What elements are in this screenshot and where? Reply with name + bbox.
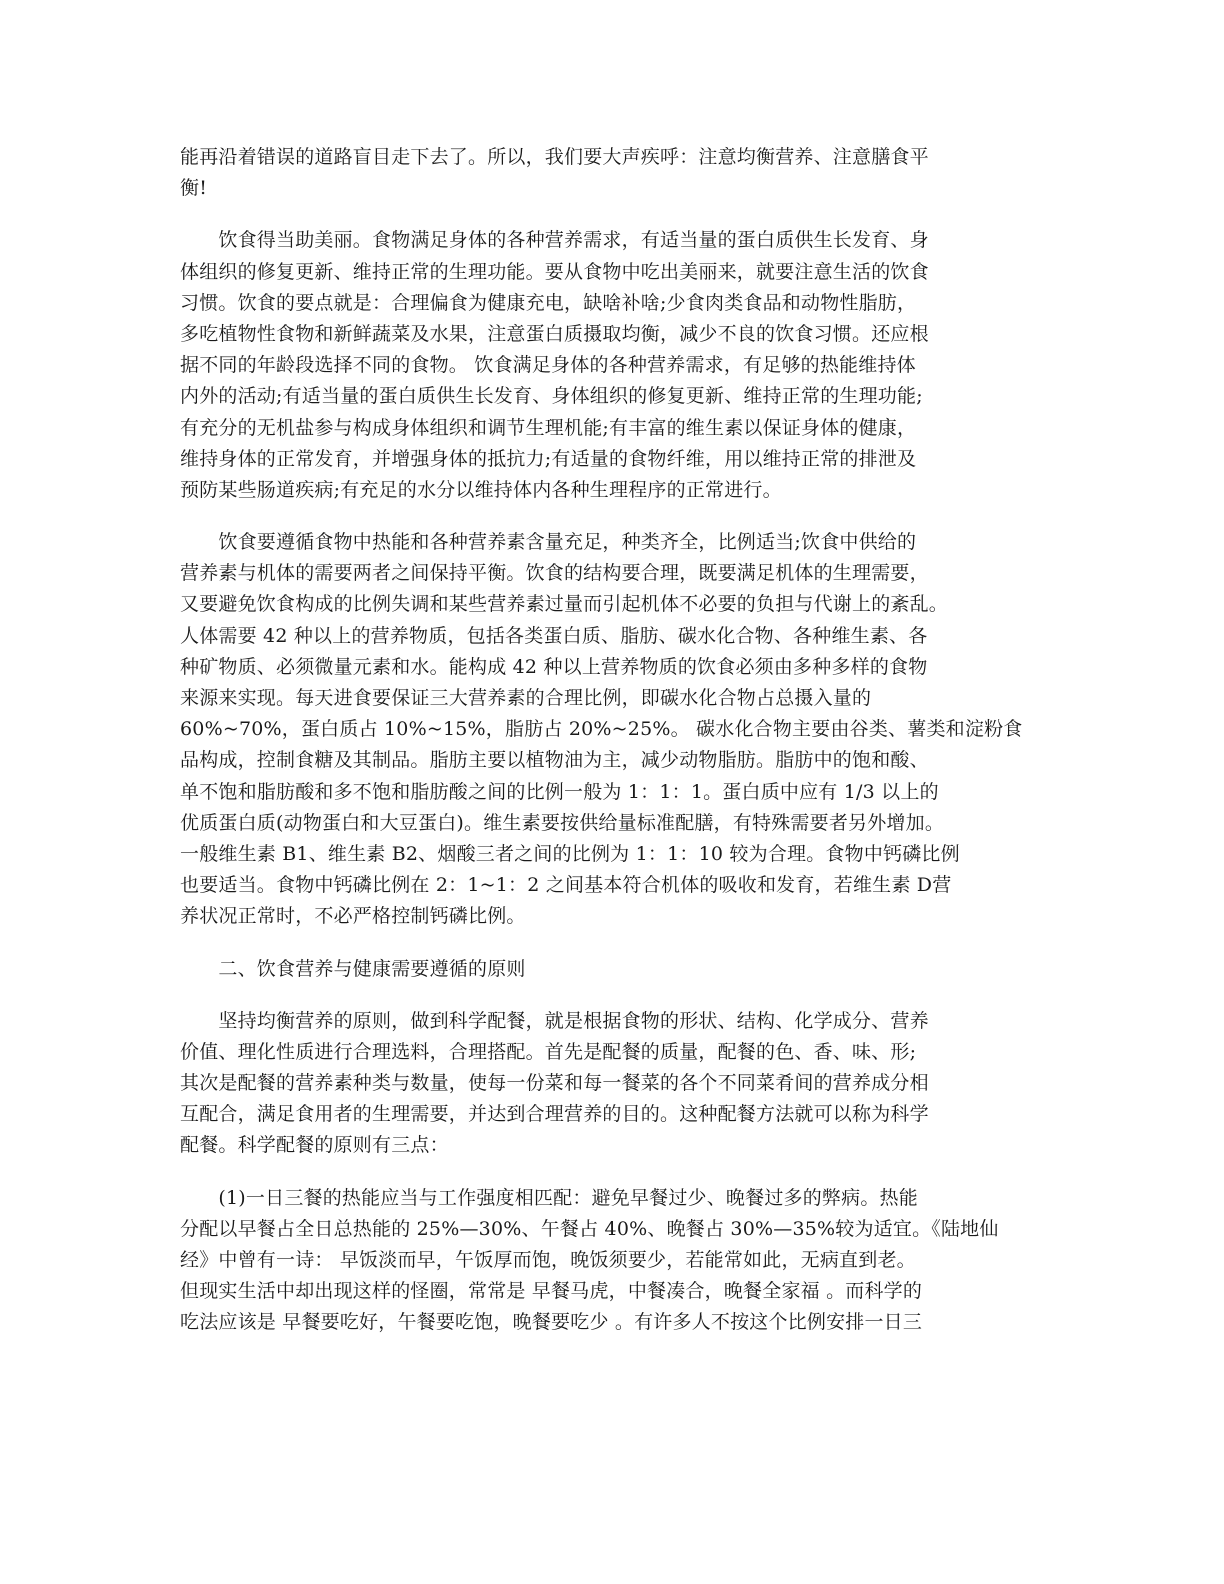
text-line: 有充分的无机盐参与构成身体组织和调节生理机能;有丰富的维生素以保证身体的健康， bbox=[180, 416, 917, 439]
text-line: 衡! bbox=[180, 177, 208, 200]
text-line: 二、饮食营养与健康需要遵循的原则 bbox=[180, 957, 526, 980]
text-line: 价值、理化性质进行合理选料，合理搭配。首先是配餐的质量，配餐的色、香、味、形; bbox=[180, 1040, 917, 1063]
text-line: 品构成，控制食糖及其制品。脂肪主要以植物油为主，减少动物脂肪。脂肪中的饱和酸、 bbox=[180, 749, 929, 772]
text-line: 单不饱和脂肪酸和多不饱和脂肪酸之间的比例一般为 1：1：1。蛋白质中应有 1/3 以上的 bbox=[180, 780, 939, 803]
text-line: 经》中曾有一诗： 早饭淡而早，午饭厚而饱，晚饭须要少，若能常如此，无病直到老。 bbox=[180, 1249, 916, 1271]
text-line: 饮食得当助美丽。食物满足身体的各种营养需求，有适当量的蛋白质供生长发育、身 bbox=[180, 229, 929, 252]
paragraph-p2 bbox=[180, 527, 1040, 932]
text-line: 其次是配餐的营养素种类与数量，使每一份菜和每一餐菜的各个不同菜肴间的营养成分相 bbox=[180, 1072, 929, 1095]
text-line: 吃法应该是 早餐要吃好，午餐要吃饱，晚餐要吃少 。有许多人不按这个比例安排一日三 bbox=[180, 1311, 923, 1334]
text-line: 饮食要遵循食物中热能和各种营养素含量充足，种类齐全，比例适当;饮食中供给的 bbox=[180, 531, 917, 554]
text-line: 习惯。饮食的要点就是：合理偏食为健康充电，缺啥补啥;少食肉类食品和动物性脂肪， bbox=[180, 291, 917, 314]
paragraph-gap bbox=[180, 985, 1040, 1006]
text-line: 体组织的修复更新、维持正常的生理功能。要从食物中吃出美丽来，就要注意生活的饮食 bbox=[180, 260, 929, 283]
text-line: 来源来实现。每天进食要保证三大营养素的合理比例，即碳水化合物占总摄入量的 bbox=[180, 687, 872, 709]
paragraph-p4 bbox=[180, 1006, 1040, 1162]
text-line: 也要适当。食物中钙磷比例在 2：1~1：2 之间基本符合机体的吸收和发育，若维生素 D营 bbox=[180, 874, 952, 897]
paragraph-p3 bbox=[180, 954, 1040, 985]
paragraph-gap bbox=[180, 933, 1040, 954]
paragraph-gap bbox=[180, 204, 1040, 225]
text-line: 维持身体的正常发育，并增强身体的抵抗力;有适量的食物纤维，用以维持正常的排泄及 bbox=[180, 447, 917, 470]
text-line: 分配以早餐占全日总热能的 25%—30%、午餐占 40%、晚餐占 30%—35%较为适宜。《陆地仙 bbox=[180, 1217, 999, 1240]
text-line: 人体需要 42 种以上的营养物质，包括各类蛋白质、脂肪、碳水化合物、各种维生素、各 bbox=[180, 624, 928, 647]
text-line: 营养素与机体的需要两者之间保持平衡。饮食的结构要合理，既要满足机体的生理需要， bbox=[180, 562, 929, 585]
text-line: 预防某些肠道疾病;有充足的水分以维持体内各种生理程序的正常进行。 bbox=[180, 478, 782, 501]
paragraph-gap bbox=[180, 1162, 1040, 1183]
paragraph-gap bbox=[180, 506, 1040, 527]
paragraph-p1 bbox=[180, 225, 1040, 506]
text-line: 又要避免饮食构成的比例失调和某些营养素过量而引起机体不必要的负担与代谢上的紊乱。 bbox=[180, 593, 949, 616]
document-body bbox=[180, 142, 1040, 1339]
text-line: 但现实生活中却出现这样的怪圈，常常是 早餐马虎，中餐凑合，晚餐全家福 。而科学的 bbox=[180, 1280, 923, 1303]
text-line: 互配合，满足食用者的生理需要，并达到合理营养的目的。这种配餐方法就可以称为科学 bbox=[180, 1103, 929, 1126]
text-line: 优质蛋白质(动物蛋白和大豆蛋白)。维生素要按供给量标准配膳，有特殊需要者另外增加。 bbox=[180, 811, 945, 834]
text-line: 一般维生素 B1、维生素 B2、烟酸三者之间的比例为 1：1：10 较为合理。食物中钙磷比例 bbox=[180, 842, 960, 865]
paragraph-p0 bbox=[180, 142, 1040, 204]
text-line: 养状况正常时，不必严格控制钙磷比例。 bbox=[180, 905, 526, 928]
text-line: 内外的活动;有适当量的蛋白质供生长发育、身体组织的修复更新、维持正常的生理功能; bbox=[180, 385, 923, 408]
text-line: 据不同的年龄段选择不同的食物。 饮食满足身体的各种营养需求，有足够的热能维持体 bbox=[180, 354, 916, 377]
text-line: (1)一日三餐的热能应当与工作强度相匹配：避免早餐过少、晚餐过多的弊病。热能 bbox=[180, 1186, 918, 1209]
text-line: 种矿物质、必须微量元素和水。能构成 42 种以上营养物质的饮食必须由多种多样的食物 bbox=[180, 655, 928, 678]
text-line: 能再沿着错误的道路盲目走下去了。所以，我们要大声疾呼：注意均衡营养、注意膳食平 bbox=[180, 146, 929, 168]
text-line: 多吃植物性食物和新鲜蔬菜及水果，注意蛋白质摄取均衡，减少不良的饮食习惯。还应根 bbox=[180, 322, 929, 345]
paragraph-p5 bbox=[180, 1183, 1040, 1339]
text-line: 60%~70%，蛋白质占 10%~15%，脂肪占 20%~25%。 碳水化合物主要由谷类、薯类和淀粉食 bbox=[180, 718, 1023, 741]
text-line: 配餐。科学配餐的原则有三点： bbox=[180, 1134, 449, 1157]
text-line: 坚持均衡营养的原则，做到科学配餐，就是根据食物的形状、结构、化学成分、营养 bbox=[180, 1009, 929, 1032]
